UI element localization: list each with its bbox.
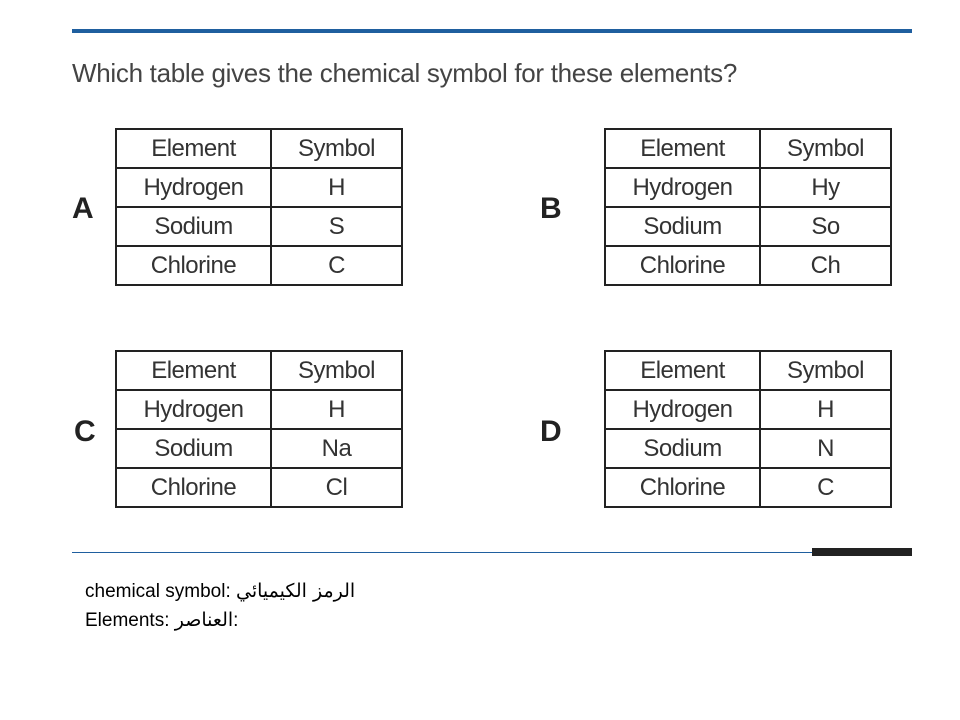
table-row — [605, 246, 891, 285]
symbol-cell: H — [271, 168, 402, 207]
header-element: Element — [605, 351, 760, 390]
symbol-cell: H — [271, 390, 402, 429]
table-row — [116, 429, 402, 468]
element-cell: Hydrogen — [116, 168, 271, 207]
symbol-cell: Cl — [271, 468, 402, 507]
table-row — [605, 429, 891, 468]
option-a-label[interactable]: A — [72, 192, 94, 225]
header-symbol: Symbol — [271, 129, 402, 168]
element-cell: Chlorine — [116, 468, 271, 507]
table-row — [116, 246, 402, 285]
header-symbol: Symbol — [760, 129, 891, 168]
header-element: Element — [605, 129, 760, 168]
table-header-row — [116, 351, 402, 390]
symbol-cell: N — [760, 429, 891, 468]
table-header-row — [605, 351, 891, 390]
table-row — [116, 207, 402, 246]
symbol-cell: So — [760, 207, 891, 246]
option-c-label[interactable]: C — [74, 415, 96, 448]
glossary-translation: الرمز الكيميائي — [236, 580, 356, 602]
header-element: Element — [116, 129, 271, 168]
table-header-row — [116, 129, 402, 168]
table-row — [605, 168, 891, 207]
top-rule — [72, 29, 912, 33]
element-cell: Hydrogen — [605, 168, 760, 207]
element-cell: Sodium — [116, 207, 271, 246]
symbol-cell: Hy — [760, 168, 891, 207]
symbol-cell: C — [271, 246, 402, 285]
table-header-row — [605, 129, 891, 168]
header-symbol: Symbol — [271, 351, 402, 390]
table-row — [116, 390, 402, 429]
element-cell: Sodium — [605, 429, 760, 468]
table-row — [605, 390, 891, 429]
glossary-term: Elements — [85, 610, 165, 631]
table-row — [605, 468, 891, 507]
glossary-translation: العناصر — [174, 609, 234, 631]
symbol-cell: H — [760, 390, 891, 429]
glossary-chemical-symbol: chemical symbol: الرمز الكيميائي — [85, 580, 356, 602]
header-element: Element — [116, 351, 271, 390]
element-cell: Chlorine — [116, 246, 271, 285]
element-cell: Hydrogen — [605, 390, 760, 429]
glossary-elements: Elements: العناصر: — [85, 609, 239, 631]
option-b-label[interactable]: B — [540, 192, 562, 225]
bottom-bar — [812, 548, 912, 556]
element-cell: Chlorine — [605, 246, 760, 285]
symbol-cell: C — [760, 468, 891, 507]
option-a-table[interactable] — [115, 128, 403, 286]
element-cell: Chlorine — [605, 468, 760, 507]
glossary-term: chemical symbol — [85, 581, 226, 602]
question-text: Which table gives the chemical symbol for these elements? — [72, 58, 737, 88]
option-b-table[interactable] — [604, 128, 892, 286]
element-cell: Hydrogen — [116, 390, 271, 429]
element-cell: Sodium — [116, 429, 271, 468]
element-cell: Sodium — [605, 207, 760, 246]
option-d-table[interactable] — [604, 350, 892, 508]
table-row — [605, 207, 891, 246]
table-row — [116, 168, 402, 207]
header-symbol: Symbol — [760, 351, 891, 390]
table-row — [116, 468, 402, 507]
symbol-cell: Na — [271, 429, 402, 468]
option-c-table[interactable] — [115, 350, 403, 508]
symbol-cell: S — [271, 207, 402, 246]
option-d-label[interactable]: D — [540, 415, 562, 448]
symbol-cell: Ch — [760, 246, 891, 285]
bottom-rule — [72, 552, 812, 553]
